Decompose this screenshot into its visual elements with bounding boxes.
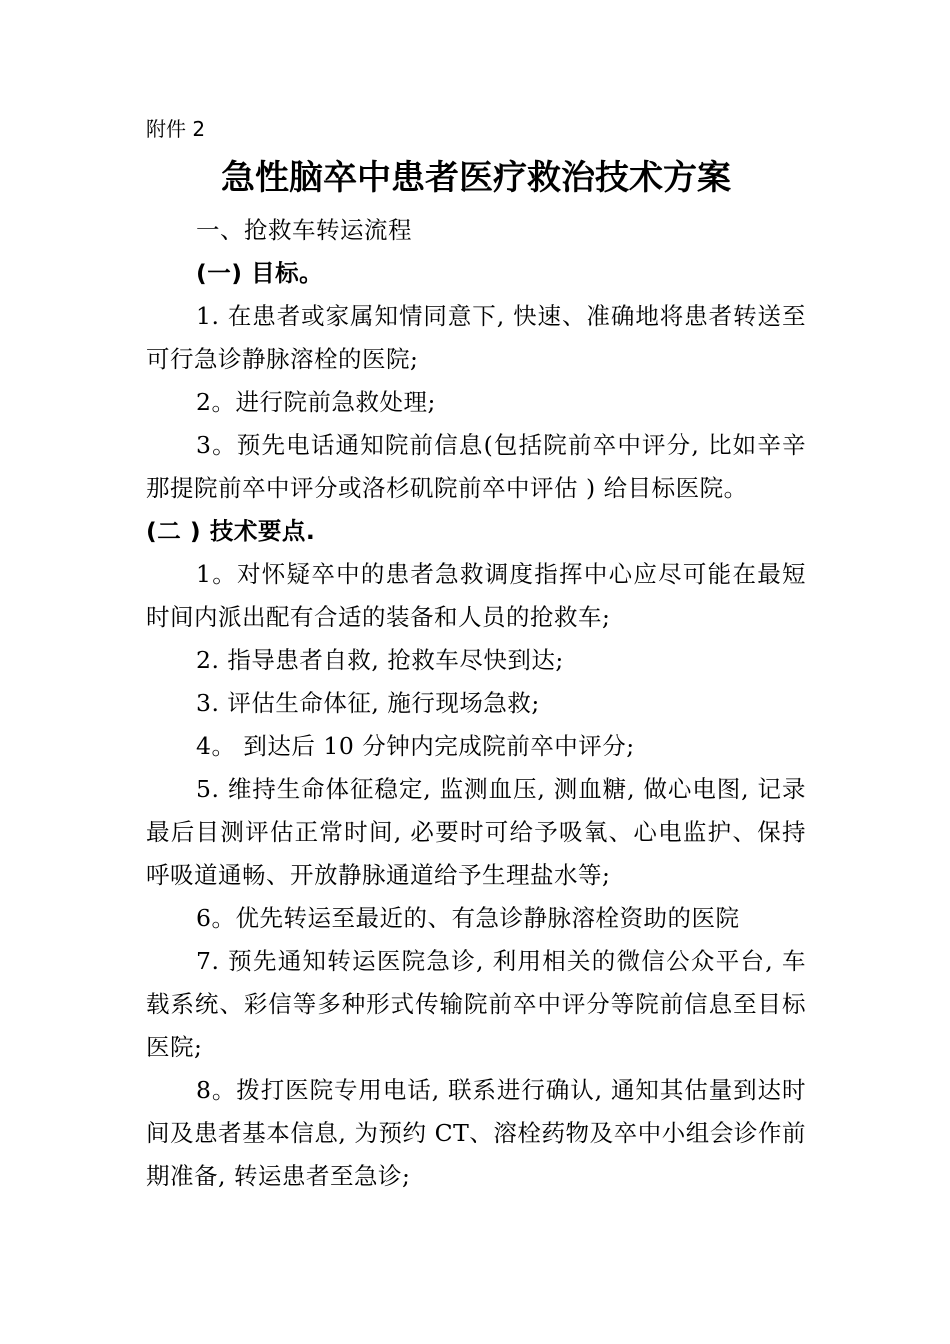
- objective-item-1: 1. 在患者或家属知情同意下, 快速、准确地将患者转送至可行急诊静脉溶栓的医院;: [146, 302, 806, 373]
- attachment-label: 附件 2: [146, 117, 206, 141]
- technical-point-1: 1。对怀疑卒中的患者急救调度指挥中心应尽可能在最短时间内派出配有合适的装备和人员的抢救车;: [146, 560, 806, 631]
- technical-point-6: 6。优先转运至最近的、有急诊静脉溶栓资助的医院: [196, 904, 740, 932]
- objective-item-2: 2。进行院前急救处理;: [196, 388, 436, 416]
- technical-point-5: 5. 维持生命体征稳定, 监测血压, 测血糖, 做心电图, 记录最后目测评估正常时间, 必要时可给予吸氧、心电监护、保持呼吸道通畅、开放静脉通道给予生理盐水等;: [146, 775, 806, 889]
- document-body: [146, 209, 806, 1198]
- technical-point-7: 7. 预先通知转运医院急诊, 利用相关的微信公众平台, 车载系统、彩信等多种形式传输院前卒中评分等院前信息至目标医院;: [146, 947, 806, 1061]
- technical-point-2: 2. 指导患者自救, 抢救车尽快到达;: [196, 646, 564, 674]
- technical-point-4: 4。 到达后 10 分钟内完成院前卒中评分;: [196, 732, 635, 760]
- subheading-objectives: (一) 目标。: [196, 259, 324, 287]
- section-heading-ambulance-transfer: 一、抢救车转运流程: [196, 216, 412, 244]
- technical-point-8: 8。拨打医院专用电话, 联系进行确认, 通知其估量到达时间及患者基本信息, 为预约 CT、溶栓药物及卒中小组会诊作前期准备, 转运患者至急诊;: [146, 1076, 806, 1190]
- subheading-technical-points: (二 ) 技术要点.: [146, 517, 316, 545]
- objective-item-3: 3。预先电话通知院前信息(包括院前卒中评分, 比如辛辛那提院前卒中评分或洛杉矶院前卒中评估 ) 给目标医院。: [146, 431, 806, 502]
- technical-point-3: 3. 评估生命体征, 施行现场急救;: [196, 689, 540, 717]
- document-title: 急性脑卒中患者医疗救治技术方案: [221, 158, 731, 198]
